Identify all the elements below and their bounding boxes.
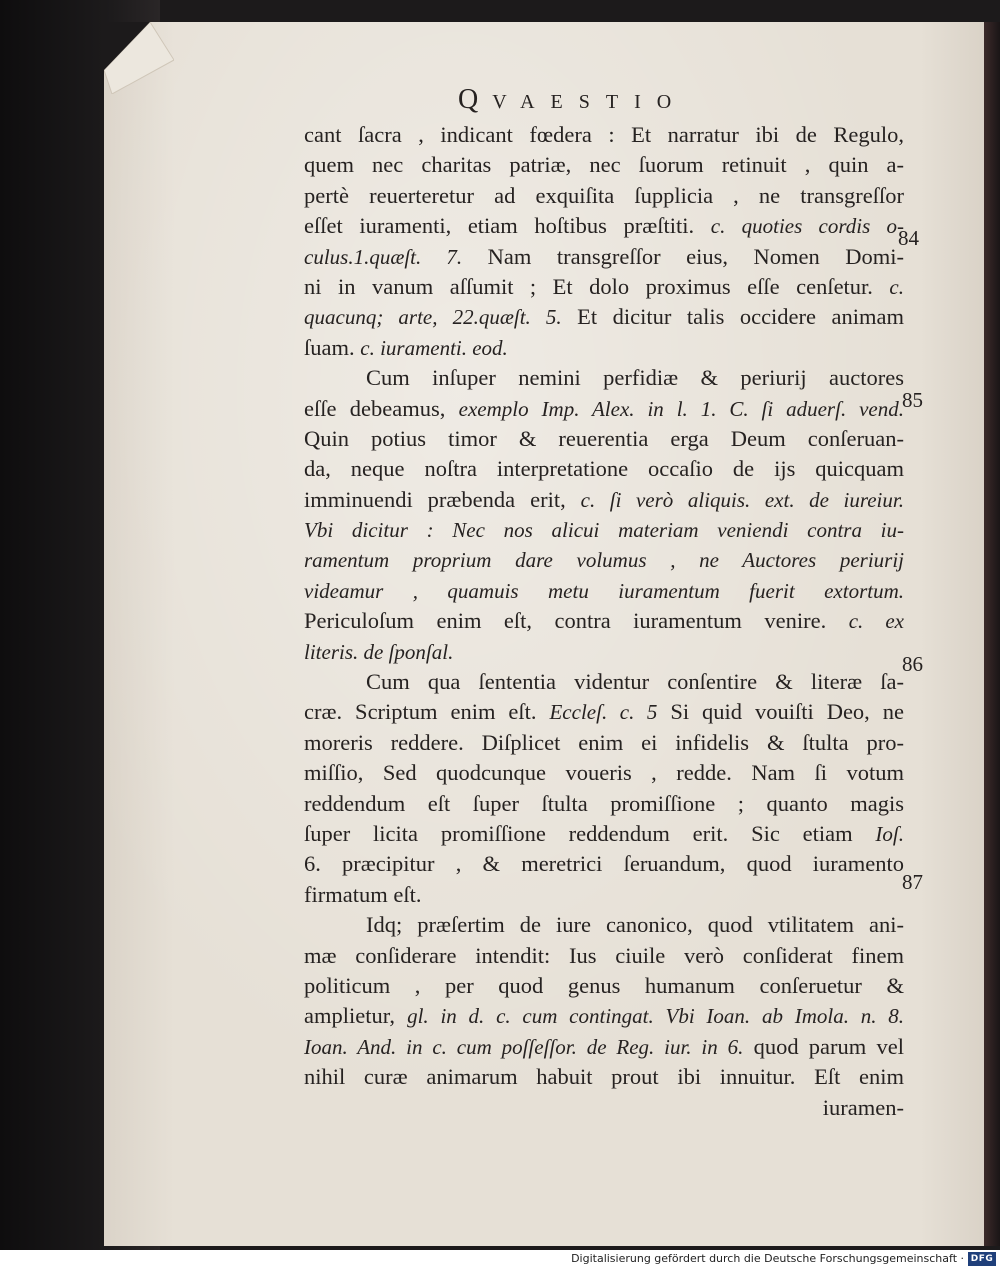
citation-text: Eccleſ. c. 5 — [549, 700, 658, 725]
citation-text: c. ſi verò aliquis. ext. de iureiur. — [580, 487, 904, 512]
dfg-logo: DFG — [968, 1252, 996, 1266]
body-text-segment: Cum inſuper nemini perfidiæ & periurij auctores — [366, 365, 904, 391]
text-line — [304, 1062, 904, 1092]
margin-number-86: 86 — [902, 652, 923, 676]
body-text-segment: eſſe debeamus, — [304, 395, 459, 421]
citation-text: c. ex — [848, 609, 904, 634]
body-text-segment: Idq; præſertim de iure canonico, quod vtilitatem ani- — [366, 912, 904, 938]
body-text-segment: moreris reddere. Diſplicet enim ei infidelis & ſtulta pro- — [304, 729, 904, 755]
body-text-segment: politicum , per quod genus humanum conſeruetur & — [304, 972, 904, 998]
body-text-segment: Quin potius timor & reuerentia erga Deum conſeruan- — [304, 425, 904, 451]
body-text-segment: eſſet iuramenti, etiam hoſtibus præſtiti. — [304, 213, 711, 239]
body-text-segment: Si quid vouiſti Deo, ne — [657, 699, 904, 725]
body-text-segment: ſuper licita promiſſione reddendum erit. Sic etiam — [304, 820, 876, 846]
text-line — [304, 545, 904, 575]
text-line — [304, 697, 904, 727]
citation-text: culus.1.quæſt. 7. — [304, 244, 463, 269]
folded-corner — [104, 22, 174, 94]
body-text-segment: ni in vanum aſſumit ; Et dolo proximus eſſe cenſetur. — [304, 273, 890, 299]
body-text-segment: Et dicitur talis occidere animam — [561, 304, 904, 330]
text-line — [304, 728, 904, 758]
margin-number-85: 85 — [902, 388, 923, 412]
citation-text: literis. de ſponſal. — [304, 639, 454, 664]
citation-text: Ioan. And. in c. cum poſſeſſor. de Reg. iur. in 6. — [304, 1034, 744, 1059]
text-line — [304, 120, 904, 150]
text-line — [304, 941, 904, 971]
text-line — [304, 1032, 904, 1062]
body-text-segment: miſſio, Sed quodcunque voueris , redde. Nam ſi votum — [304, 760, 904, 786]
text-line — [304, 606, 904, 636]
body-text-segment: Nam transgreſſor eius, Nomen Domi- — [462, 243, 904, 269]
citation-text: c. quoties cordis o- — [710, 214, 904, 239]
citation-text: ramentum proprium dare volumus , ne Auctores periurij — [304, 548, 904, 573]
text-line — [304, 576, 904, 606]
body-text-segment: imminuendi præbenda erit, — [304, 486, 581, 512]
margin-number-84: 84 — [898, 226, 919, 250]
text-line — [304, 819, 904, 849]
citation-text: c. — [889, 274, 904, 299]
body-text-segment: mæ conſiderare intendit: Ius ciuile verò conſiderat finem — [304, 942, 904, 968]
citation-text: quacunq; arte, 22.quæſt. 5. — [304, 305, 562, 330]
text-line — [304, 485, 904, 515]
body-text — [304, 120, 904, 1123]
text-line — [304, 758, 904, 788]
citation-text: c. iuramenti. eod. — [360, 335, 508, 360]
text-line — [304, 150, 904, 180]
digitization-footer — [0, 1250, 1000, 1269]
text-line — [304, 637, 904, 667]
text-line — [304, 181, 904, 211]
body-text-segment: Cum qua ſententia videntur conſentire & literæ ſa- — [366, 669, 904, 695]
funding-notice: Digitalisierung gefördert durch die Deutsche Forschungsgemeinschaft · — [571, 1252, 964, 1265]
body-text-segment: reddendum eſt ſuper ſtulta promiſſione ; quanto magis — [304, 790, 904, 816]
text-line — [304, 910, 904, 940]
text-line — [304, 849, 904, 879]
running-head-text: VAESTIO — [492, 91, 688, 113]
text-line — [304, 242, 904, 272]
body-text-segment: Periculoſum enim eſt, contra iuramentum venire. — [304, 608, 849, 634]
body-text-segment: cræ. Scriptum enim eſt. — [304, 699, 550, 725]
body-text-segment: da, neque noſtra interpretatione occaſio de ijs quicquam — [304, 456, 904, 482]
text-line — [304, 1093, 904, 1123]
citation-text: exemplo Imp. Alex. in l. 1. C. ſi aduerſ. vend. — [458, 396, 904, 421]
body-text-segment: 6. præcipitur , & meretrici ſeruandum, quod iuramento — [304, 851, 904, 877]
text-line — [304, 454, 904, 484]
text-line — [304, 515, 904, 545]
text-line — [304, 333, 904, 363]
body-text-segment: ſuam. — [304, 334, 361, 360]
body-text-segment: quod parum vel — [743, 1033, 904, 1059]
text-line — [304, 667, 904, 697]
citation-text: Vbi dicitur : Nec nos alicui materiam veniendi contra iu- — [304, 518, 904, 543]
body-text-segment: iuramen- — [822, 1094, 904, 1120]
text-line — [304, 302, 904, 332]
text-line — [304, 424, 904, 454]
running-head-initial: Q — [458, 84, 493, 115]
text-line — [304, 971, 904, 1001]
text-line — [304, 1001, 904, 1031]
running-head — [458, 84, 758, 116]
body-text-segment: firmatum eſt. — [304, 881, 422, 907]
text-line — [304, 880, 904, 910]
citation-text: Ioſ. — [875, 821, 904, 846]
citation-text: gl. in d. c. cum contingat. Vbi Ioan. ab Imola. n. 8. — [407, 1004, 904, 1029]
body-text-segment: pertè reuerteretur ad exquiſita ſupplicia , ne transgreſſor — [304, 182, 904, 208]
text-line — [304, 363, 904, 393]
body-text-segment: cant ſacra , indicant fœdera : Et narratur ibi de Regulo, — [304, 122, 904, 147]
text-line — [304, 211, 904, 241]
margin-number-87: 87 — [902, 870, 923, 894]
text-line — [304, 394, 904, 424]
body-text-segment: amplietur, — [304, 1003, 408, 1029]
text-line — [304, 272, 904, 302]
page-edge-shadow — [984, 22, 1000, 1246]
body-text-segment: nihil curæ animarum habuit prout ibi innuitur. Eſt enim — [304, 1064, 904, 1090]
text-line — [304, 789, 904, 819]
body-text-segment: quem nec charitas patriæ, nec ſuorum retinuit , quin a- — [304, 152, 904, 178]
citation-text: videamur , quamuis metu iuramentum fuerit extortum. — [304, 578, 904, 603]
